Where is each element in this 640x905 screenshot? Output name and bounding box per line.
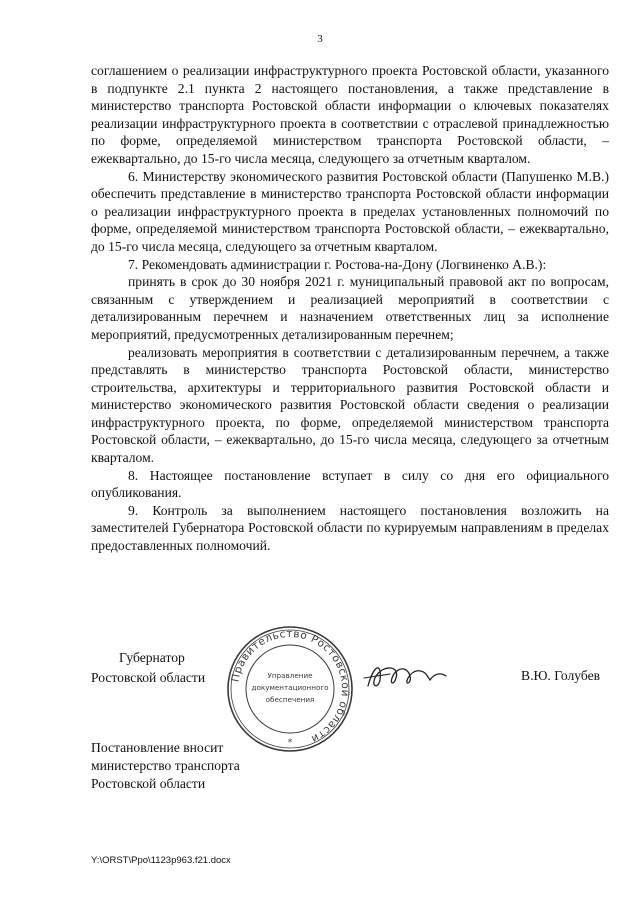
page-number: 3 (317, 33, 323, 45)
official-seal (225, 624, 355, 754)
document-body (91, 62, 609, 555)
submitted-by-block (91, 739, 240, 793)
seal-star: * (287, 738, 293, 748)
paragraph-continuation: соглашением о реализации инфраструктурного проекта Ростовской области, указанного в подпункте 2.1 пункта 2 настоящего постановления, а также представление в министерство транспорта Ростовской области информации о ключевых показателях реализации инфраструктурного проекта в соответствии с отраслевой принадлежностью по форме, определяемой министерством транспорта Ростовской области, – ежеквартально, до 15-го числа месяца, следующего за отчетным кварталом. (91, 63, 609, 166)
seal-inner-line3: обеспечения (265, 695, 315, 704)
governor-title-line2: Ростовской области (91, 670, 206, 685)
governor-title-line1: Губернатор (119, 650, 185, 665)
submitted-by-line3: Ростовской области (91, 776, 206, 791)
seal-inner-line2: документационного (251, 683, 329, 692)
submitted-by-line1: Постановление вносит (91, 740, 224, 755)
seal-outer-text: Правительство Ростовской области (229, 627, 352, 746)
governor-name: В.Ю. Голубев (521, 668, 601, 683)
governor-title (91, 648, 205, 688)
seal-inner-line1: Управление (267, 671, 313, 680)
paragraph-item-6: 6. Министерству экономического развития Ростовской области (Папушенко М.В.) обеспечить представление в министерство транспорта Ростовской области информации о реализации инфраструктурного проекта в пределах установленных полномочий по форме, определяемой министерством транспорта Ростовской области, – ежеквартально, до 15-го числа месяца, следующего за отчетным кварталом. (91, 168, 609, 254)
submitted-by-line2: министерство транспорта (91, 758, 240, 773)
handwritten-signature (360, 656, 480, 696)
document-file-path: Y:\ORST\Ppo\1123p963.f21.docx (91, 855, 231, 866)
paragraph-item-9: 9. Контроль за выполнением настоящего постановления возложить на заместителей Губернатора Ростовской области по курируемым направлениям в пределах предоставленных полномочий. (91, 502, 609, 554)
paragraph-item-7-sub-1: принять в срок до 30 ноября 2021 г. муниципальный правовой акт по вопросам, связанным с утверждением и реализацией мероприятий в соответствии с детализированным перечнем и назначением ответственных лиц за исполнение мероприятий, предусмотренных детализированным перечнем; (91, 274, 609, 342)
paragraph-item-7: 7. Рекомендовать администрации г. Ростова-на-Дону (Логвиненко А.В.): (128, 256, 547, 272)
paragraph-item-7-sub-2: реализовать мероприятия в соответствии с детализированным перечнем, а также представлять в министерство транспорта Ростовской области, министерство строительства, архитектуры и территориального развития Ростовской области и министерство экономического развития Ростовской области сведения о реализации инфраструктурного проекта, по форме, определяемой министерством транспорта Ростовской области, – ежеквартально, до 15-го числа месяца, следующего за отчетным кварталом. (91, 344, 609, 466)
paragraph-item-8: 8. Настоящее постановление вступает в силу со дня его официального опубликования. (91, 467, 609, 501)
